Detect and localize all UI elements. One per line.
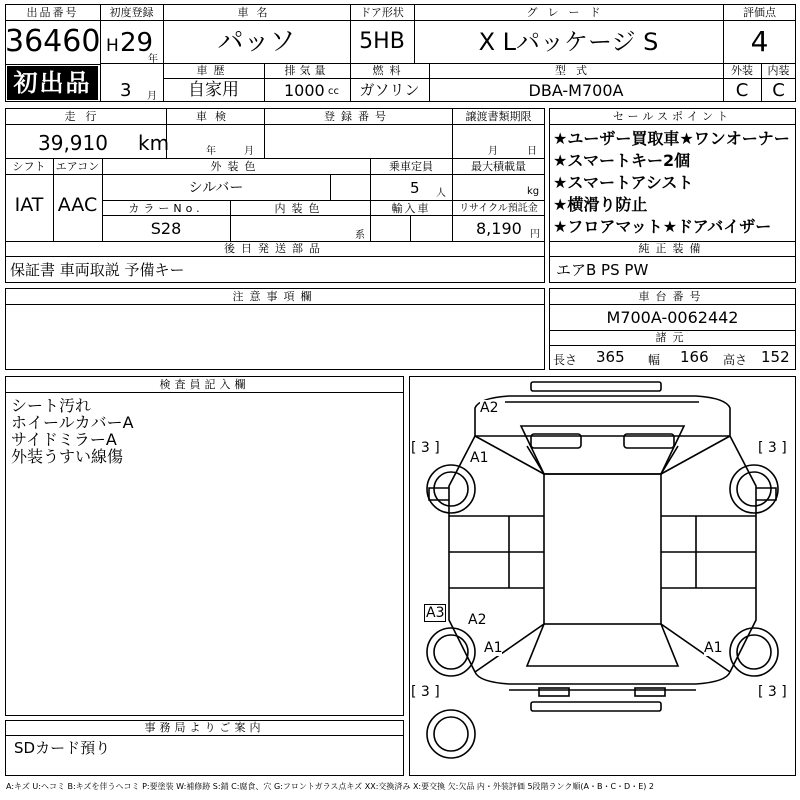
first-listing-badge: 初出品 [7,66,98,100]
later-parts-label: 後日発送部品 [224,242,326,255]
registration-era: H [106,36,119,56]
later-parts: 保証書 車両取説 予備キー [10,261,185,279]
transfer-deadline-label: 譲渡書類期限 [465,110,532,123]
interior-grade: C [772,80,785,101]
color-number-label: カラーNo. [128,202,204,215]
tire-tread-rear-right: [ 3 ] [758,684,787,700]
capacity-unit: 人 [436,188,446,199]
tire-tread-value: 3 [420,684,430,700]
inspection-year-unit: 年 [206,146,216,157]
caution-label: 注意事項欄 [232,290,318,303]
displacement: 1000 [284,81,325,100]
interior-color-unit: 系 [355,230,365,241]
inspector-note: ホイールカバーA [11,414,134,432]
recycle-fee: 8,190 [476,219,522,238]
legend-text: A:キズ U:ヘコミ B:キズを伴うヘコミ P:要塗装 W:補修跡 S:錆 C:腐食、穴 G:フロントガラス点キズ XX:交換済み X:要交換 欠:欠品 内・外装評価 5段階ランク順(A・B・C・D・E) 2 [6,782,655,791]
width-label: 幅 [648,353,661,367]
tire-tread-rear-left: [ 3 ] [411,684,440,700]
plate-number-label: 登録番号 [324,110,392,123]
damage-mark-rear-right: A1 [704,640,723,656]
aircon: AAC [57,194,98,216]
capacity: 5 [410,179,420,197]
mileage: 39,910 [38,131,108,155]
equipment-label: 純正装備 [638,242,707,255]
registration-year: 29 [120,28,154,58]
import-label: 輸入車 [391,202,431,215]
first-registration-label: 初度登録 [109,6,154,19]
score: 4 [750,25,769,58]
equipment: エアB PS PW [556,261,649,279]
fuel-label: 燃料 [372,64,407,77]
sales-point: ★ユーザー買取車★ワンオーナー [553,129,790,148]
tire-tread-value: 3 [767,440,777,456]
mileage-label: 走行 [64,110,107,123]
tire-tread-front-right: [ 3 ] [758,440,787,456]
displacement-label: 排気量 [284,64,330,77]
registration-month: 3 [120,80,132,101]
exterior-color-label: 外装色 [210,160,262,173]
sales-points-label: セールスポイント [612,110,732,123]
score-label: 評価点 [743,6,776,19]
grade: X Lパッケージ S [478,28,659,56]
year-unit: 年 [148,54,158,65]
grade-label: グレード [526,6,611,19]
inspection-month-unit: 月 [244,146,254,157]
chassis-number-label: 車台番号 [638,290,707,303]
tire-tread-value: 3 [767,684,777,700]
sales-point: ★横滑り防止 [553,195,648,214]
height: 152 [761,348,790,366]
history-label: 車歴 [196,64,231,77]
inspector-note: シート汚れ [11,397,92,415]
recycle-fee-unit: 円 [530,229,540,240]
exterior-grade-label: 外装 [731,64,753,77]
office-notice: SDカード預り [14,739,111,757]
recycle-fee-label: リサイクル預託金 [459,203,538,214]
specs-label: 諸元 [655,331,690,344]
car-name-label: 車名 [237,6,276,19]
interior-color-label: 内装色 [274,202,326,215]
capacity-label: 乗車定員 [389,160,433,173]
history: 自家用 [188,80,239,100]
sales-point: ★スマートキー2個 [553,151,691,170]
mileage-unit: km [138,131,170,155]
shift: IAT [14,194,44,216]
lot-number: 36460 [5,24,100,59]
damage-mark-rear-left: A1 [484,640,503,656]
lot-number-label: 出品番号 [26,6,79,19]
inspector-label: 検査員記入欄 [159,378,250,391]
exterior-grade: C [735,80,749,101]
width: 166 [680,348,709,366]
door-type: 5HB [359,29,405,54]
inspector-note: サイドミラーA [11,431,117,449]
length: 365 [596,348,625,366]
month-unit: 月 [147,91,157,102]
color-number: S28 [150,219,182,238]
sales-point: ★スマートアシスト [553,173,694,192]
car-name: パッソ [217,27,296,57]
interior-grade-label: 内装 [767,64,790,77]
aircon-label: エアコン [55,160,100,173]
tire-tread-front-left: [ 3 ] [411,440,440,456]
transfer-month-unit: 月 [488,146,498,157]
tire-tread-value: 3 [420,440,430,456]
damage-mark-left-rocker: A3 [426,605,445,621]
office-notice-label: 事務局よりご案内 [144,721,265,734]
door-type-label: ドア形状 [360,6,404,19]
max-load-label: 最大積載量 [471,160,526,173]
exterior-color: シルバー [188,180,244,196]
damage-mark-rear-left-quarter: A2 [468,612,487,628]
sales-point: ★フロアマット★ドアバイザー [553,217,772,236]
damage-mark-front-left-fender: A1 [470,450,489,466]
transfer-day-unit: 日 [527,146,537,157]
max-load-unit: kg [527,186,540,197]
chassis-number: M700A-0062442 [606,308,739,327]
car-diagram [409,376,796,776]
displacement-unit: cc [328,86,339,97]
height-label: 高さ [723,353,748,367]
length-label: 長さ [553,353,578,367]
model-code: DBA-M700A [528,81,624,100]
inspection-label: 車検 [196,110,234,123]
inspector-note: 外装うすい線傷 [11,448,124,466]
model-label: 型式 [555,64,597,77]
damage-mark-front-bumper: A2 [480,400,499,416]
shift-label: シフト [12,160,46,173]
fuel: ガソリン [359,81,420,99]
